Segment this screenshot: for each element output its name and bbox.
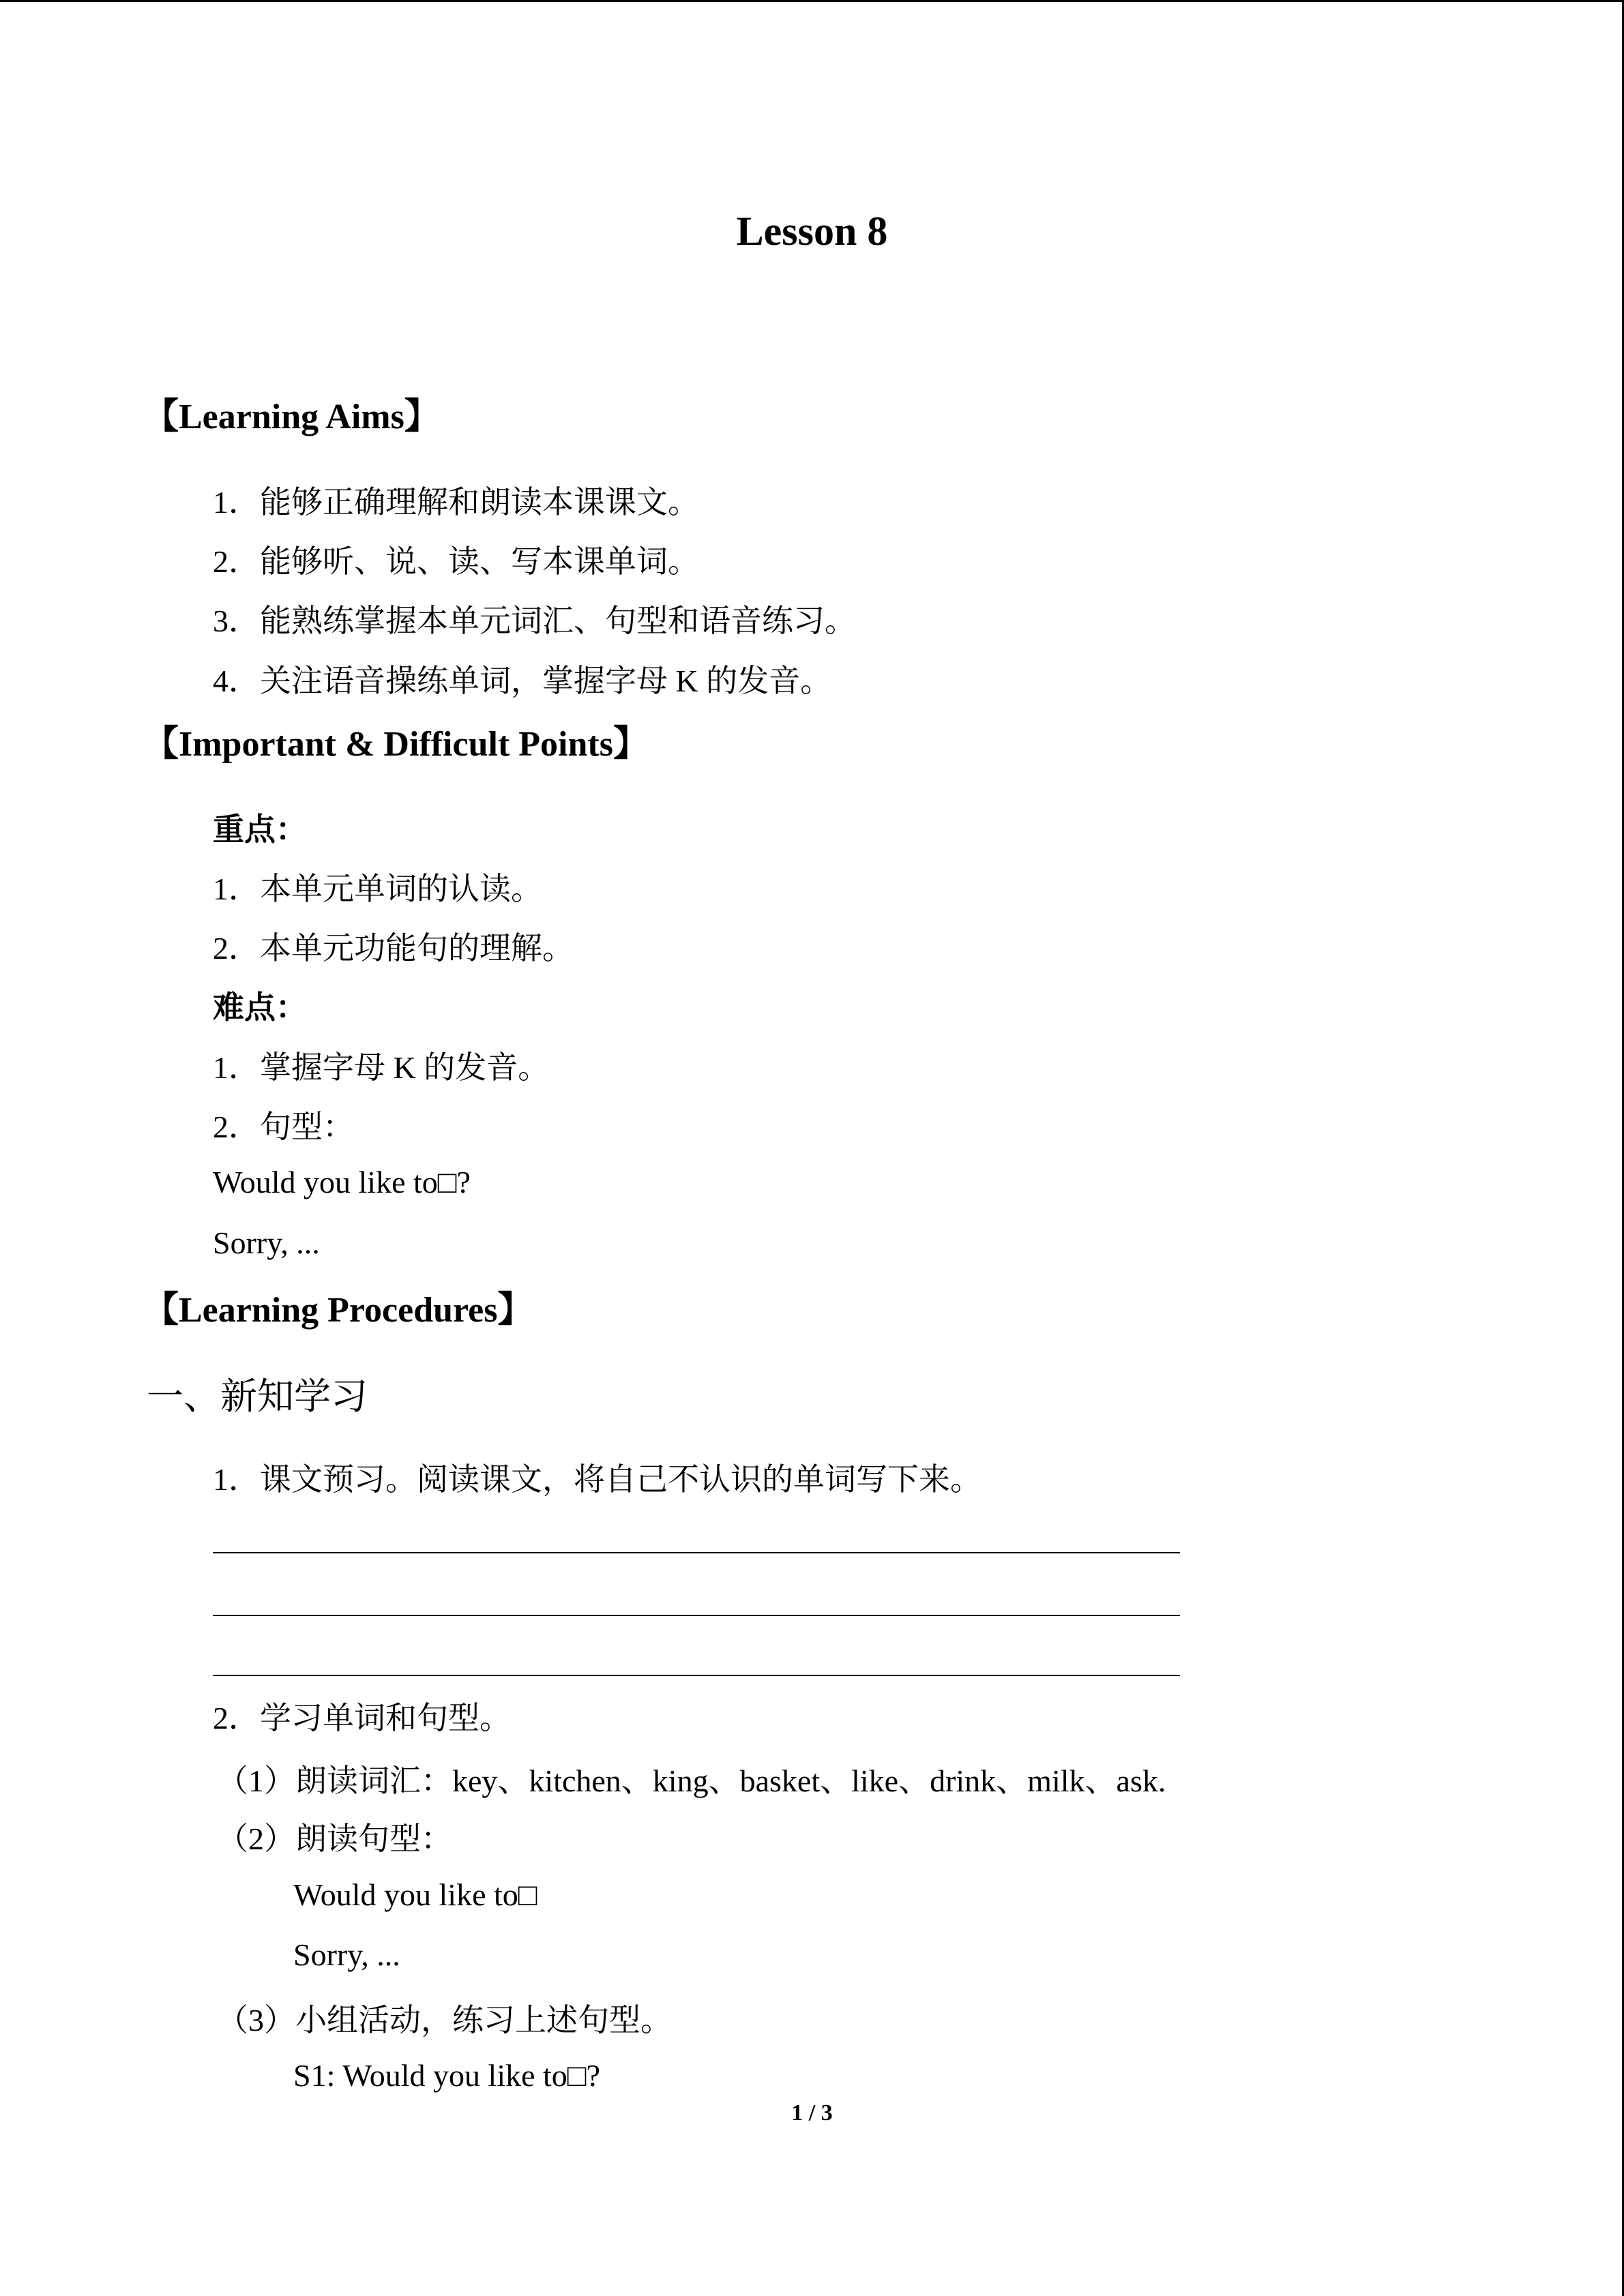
- key-point-2: 2．本单元功能句的理解。: [213, 931, 574, 966]
- page-number: 1 / 3: [791, 2100, 833, 2126]
- step-1: 1．课文预习。阅读课文，将自己不认识的单词写下来。: [213, 1462, 981, 1497]
- sub-step-2-sentence-1: Would you like to□: [293, 1877, 537, 1912]
- answer-blank-line[interactable]: [213, 1552, 1180, 1553]
- difficult-point-2: 2．句型：: [213, 1109, 354, 1144]
- section-new-learning: 一、新知学习: [147, 1375, 368, 1418]
- points-heading: 【Important & Difficult Points】: [143, 725, 649, 764]
- sentence-pattern-2: Sorry, ...: [213, 1225, 320, 1260]
- answer-blank-line[interactable]: [213, 1615, 1180, 1616]
- difficult-points-label: 难点：: [213, 990, 307, 1025]
- sub-step-2-sentence-2: Sorry, ...: [293, 1937, 400, 1972]
- key-point-1: 1．本单元单词的认读。: [213, 871, 542, 906]
- learning-aims-heading: 【Learning Aims】: [143, 398, 440, 436]
- page-border-top: [0, 0, 1624, 2]
- sentence-pattern-1: Would you like to□?: [213, 1165, 471, 1199]
- sub-step-3-dialogue: S1: Would you like to□?: [293, 2058, 601, 2093]
- procedures-heading: 【Learning Procedures】: [143, 1291, 533, 1330]
- sub-step-1-vocabulary: （1）朗读词汇：key、kitchen、king、basket、like、drink、milk、ask.: [217, 1763, 1166, 1798]
- key-points-label: 重点：: [213, 812, 307, 847]
- aim-item-3: 3．能熟练掌握本单元词汇、句型和语音练习。: [213, 603, 856, 638]
- difficult-point-1: 1．掌握字母 K 的发音。: [213, 1050, 550, 1085]
- answer-blank-line[interactable]: [213, 1675, 1180, 1676]
- step-2: 2．学习单词和句型。: [213, 1701, 511, 1735]
- aim-item-1: 1．能够正确理解和朗读本课课文。: [213, 485, 699, 520]
- sub-step-2: （2）朗读句型：: [217, 1821, 452, 1856]
- page-title: Lesson 8: [736, 209, 888, 254]
- sub-step-3: （3）小组活动，练习上述句型。: [217, 2003, 672, 2038]
- aim-item-4: 4．关注语音操练单词，掌握字母 K 的发音。: [213, 664, 832, 698]
- aim-item-2: 2．能够听、说、读、写本课单词。: [213, 544, 699, 579]
